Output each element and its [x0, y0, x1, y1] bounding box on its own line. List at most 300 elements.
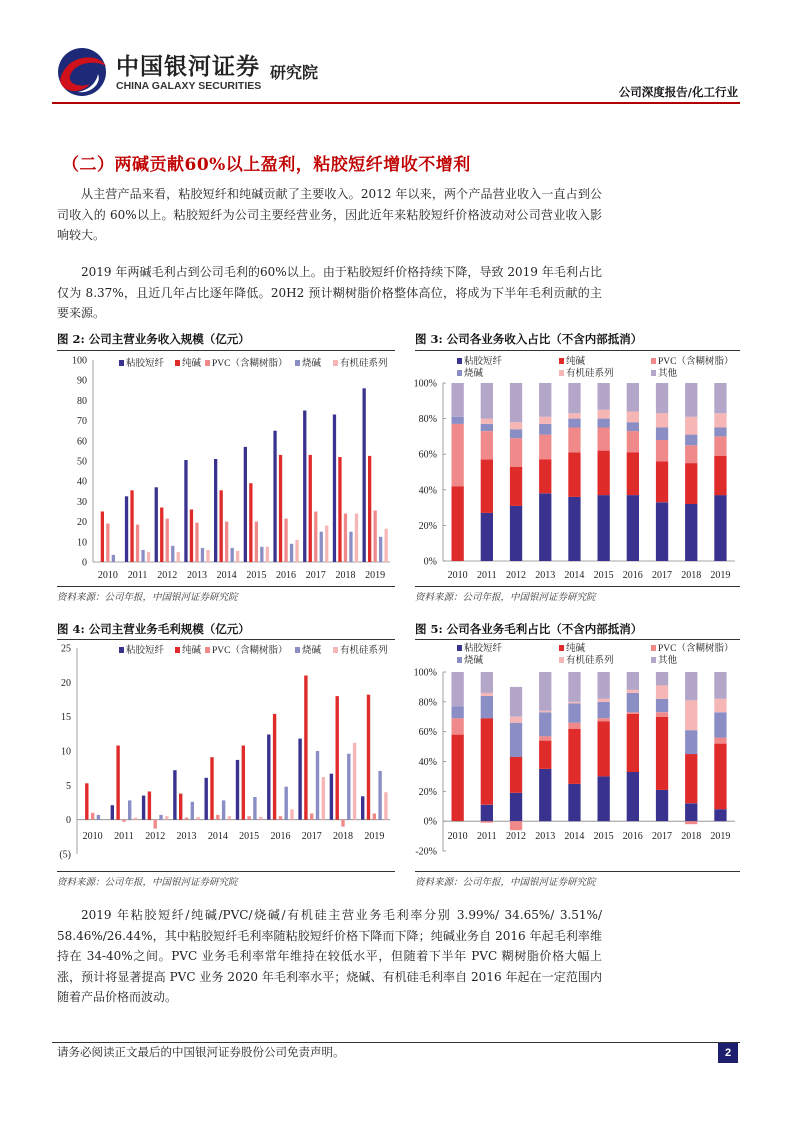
stack-segment: [598, 383, 610, 410]
x-tick-label: 2010: [82, 831, 103, 842]
legend-label: PVC（含糊树脂）: [212, 646, 288, 656]
x-tick-label: 2013: [535, 570, 556, 581]
stack-segment: [452, 706, 464, 718]
stack-segment: [714, 456, 726, 495]
bar: [303, 411, 306, 563]
figure-4-title-rule: [57, 639, 395, 640]
bar: [284, 519, 287, 562]
stack-segment: [481, 513, 493, 561]
bar: [190, 510, 193, 563]
bar: [179, 794, 182, 820]
y-tick-label: 0%: [423, 816, 437, 828]
bar: [298, 739, 301, 820]
legend-swatch: [175, 647, 180, 653]
figure-4-chart: [55, 641, 395, 869]
x-tick-label: 2016: [276, 570, 297, 581]
bar: [97, 815, 100, 820]
legend-label: 有机硅系列: [566, 656, 614, 666]
figure-4-label: 图 4:: [57, 622, 85, 636]
stack-segment: [685, 730, 697, 754]
bar: [206, 550, 209, 562]
bar: [112, 555, 115, 562]
x-tick-label: 2013: [535, 831, 556, 842]
legend-label: 粘胶短纤: [464, 357, 503, 367]
y-tick-label: 60%: [418, 727, 437, 739]
x-tick-label: 2018: [681, 831, 702, 842]
bar: [159, 815, 162, 820]
stack-segment: [539, 741, 551, 769]
figure-4-source: 资料来源：公司年报，中国银河证券研究院: [57, 877, 238, 888]
bar: [273, 714, 276, 820]
figure-5-chart: [413, 641, 741, 869]
figure-3-title-rule: [415, 350, 740, 351]
paragraph-1: 从主营产品来看，粘胶短纤和纯碱贡献了主要收入。2012 年以来，两个产品营业收入一直占到公司收入的 60%以上。粘胶短纤为公司主要经营业务，因此近年来粘胶短纤价格波动对公司营业收入影响较大。: [57, 187, 602, 242]
x-tick-label: 2011: [127, 570, 148, 581]
stack-segment: [510, 506, 522, 561]
stack-segment: [452, 417, 464, 424]
x-tick-label: 2012: [506, 831, 526, 842]
stack-segment: [568, 383, 580, 413]
stack-segment: [568, 419, 580, 428]
bar: [236, 551, 239, 562]
bar: [171, 546, 174, 562]
stack-segment: [627, 714, 639, 772]
legend-label: 其他: [658, 656, 678, 666]
x-tick-label: 2012: [157, 570, 178, 581]
bar: [134, 818, 137, 820]
x-tick-label: 2018: [335, 570, 356, 581]
y-tick-label: 20: [61, 677, 71, 689]
stack-segment: [627, 672, 639, 690]
legend-label: 烧碱: [464, 369, 484, 379]
stack-segment: [714, 712, 726, 737]
legend-swatch: [651, 657, 656, 663]
x-tick-label: 2011: [476, 570, 497, 581]
stack-segment: [568, 672, 580, 702]
stack-segment: [627, 693, 639, 712]
bar: [242, 746, 245, 820]
legend-swatch: [457, 370, 462, 376]
legend-label: 纯碱: [182, 359, 202, 369]
x-tick-label: 2019: [710, 570, 731, 581]
stack-segment: [714, 436, 726, 456]
stack-segment: [481, 431, 493, 460]
bar: [309, 455, 312, 562]
bar: [330, 774, 333, 820]
page-number: 2: [718, 1043, 738, 1063]
x-tick-label: 2015: [593, 831, 614, 842]
stack-segment: [685, 383, 697, 417]
bar: [378, 771, 381, 820]
bar: [260, 547, 263, 562]
legend-swatch: [333, 647, 338, 653]
stack-segment: [685, 445, 697, 463]
y-tick-label: 80: [77, 395, 87, 407]
bar: [214, 459, 217, 562]
galaxy-logo-icon: [52, 44, 112, 100]
stack-segment: [452, 424, 464, 486]
y-tick-label: 0: [82, 557, 87, 569]
y-tick-label: (5): [59, 849, 71, 861]
x-tick-label: 2017: [301, 831, 322, 842]
bar: [130, 490, 133, 562]
stack-segment: [714, 672, 726, 699]
bar: [101, 512, 104, 563]
stack-segment: [598, 718, 610, 721]
stack-segment: [481, 696, 493, 718]
stack-segment: [481, 672, 493, 693]
stack-segment: [685, 435, 697, 446]
stack-segment: [714, 495, 726, 561]
stack-segment: [510, 438, 522, 467]
y-tick-label: 60: [77, 436, 87, 448]
bar: [125, 496, 128, 562]
legend-swatch: [333, 360, 338, 366]
stack-segment: [481, 460, 493, 513]
stack-segment: [598, 672, 610, 699]
stack-segment: [452, 486, 464, 561]
bar: [333, 415, 336, 563]
stack-segment: [714, 699, 726, 712]
y-tick-label: -20%: [415, 846, 437, 858]
stack-segment: [568, 497, 580, 561]
bar: [141, 550, 144, 562]
y-tick-label: 20: [77, 517, 87, 529]
legend-label: PVC（含糊树脂）: [658, 644, 734, 654]
bar: [259, 817, 262, 820]
figure-3-label: 图 3:: [415, 332, 443, 346]
stack-segment: [656, 413, 668, 427]
x-tick-label: 2014: [564, 831, 585, 842]
bar: [338, 457, 341, 562]
stack-segment: [481, 383, 493, 419]
stack-segment: [714, 809, 726, 821]
stack-segment: [627, 412, 639, 423]
stack-segment: [656, 685, 668, 698]
stack-segment: [539, 424, 551, 435]
bar: [322, 777, 325, 820]
legend-swatch: [205, 360, 210, 366]
footer-disclaimer: 请务必阅读正文最后的中国银河证券股份公司免责声明。: [57, 1045, 345, 1059]
stack-segment: [627, 495, 639, 561]
bar: [196, 817, 199, 820]
bar: [344, 514, 347, 563]
figure-5-label: 图 5:: [415, 622, 443, 636]
bar: [336, 696, 339, 820]
y-tick-label: 0: [66, 815, 71, 827]
y-tick-label: 40: [77, 476, 87, 488]
bar: [184, 460, 187, 562]
bar: [290, 809, 293, 819]
legend-label: PVC（含糊树脂）: [658, 357, 734, 367]
figure-2-source: 资料来源：公司年报，中国银河证券研究院: [57, 592, 238, 603]
bar: [220, 490, 223, 562]
bar: [116, 746, 119, 820]
stack-segment: [598, 451, 610, 496]
stack-segment: [539, 712, 551, 736]
bar: [166, 519, 169, 562]
stack-segment: [685, 504, 697, 561]
x-tick-label: 2010: [447, 570, 468, 581]
stack-segment: [539, 435, 551, 460]
x-tick-label: 2011: [476, 831, 497, 842]
y-tick-label: 20%: [418, 786, 437, 798]
figure-4-title: [57, 621, 250, 637]
bar: [316, 751, 319, 820]
bar: [216, 815, 219, 820]
stack-segment: [685, 672, 697, 700]
x-tick-label: 2014: [564, 570, 585, 581]
y-tick-label: 100: [72, 355, 87, 367]
bar: [185, 818, 188, 820]
stack-segment: [656, 440, 668, 461]
stack-segment: [598, 428, 610, 451]
stack-segment: [598, 699, 610, 702]
stack-segment: [481, 821, 493, 823]
bar: [295, 540, 298, 562]
x-tick-label: 2017: [652, 831, 672, 842]
y-tick-label: 0%: [423, 556, 437, 568]
legend-label: 纯碱: [566, 357, 586, 367]
stack-segment: [656, 712, 668, 717]
legend-label: 有机硅系列: [340, 359, 388, 369]
stack-segment: [627, 422, 639, 431]
bar: [363, 388, 366, 562]
legend-swatch: [651, 358, 656, 364]
figure-3-chart: [413, 352, 741, 584]
legend-label: 粘胶短纤: [126, 646, 165, 656]
figure-2-chart: [55, 352, 395, 584]
footer-divider: [52, 1042, 740, 1043]
stack-segment: [627, 712, 639, 714]
stack-segment: [452, 383, 464, 417]
stack-segment: [568, 452, 580, 497]
legend-swatch: [119, 647, 124, 653]
stack-segment: [452, 672, 464, 706]
stack-segment: [685, 700, 697, 730]
stack-segment: [685, 803, 697, 821]
x-tick-label: 2014: [207, 831, 228, 842]
figure-3-source: 资料来源：公司年报，中国银河证券研究院: [415, 592, 596, 603]
bar: [325, 526, 328, 562]
bar: [385, 529, 388, 562]
bar: [361, 796, 364, 819]
legend-label: 粘胶短纤: [126, 359, 165, 369]
x-tick-label: 2015: [593, 570, 614, 581]
bar: [191, 802, 194, 820]
bar: [320, 532, 323, 562]
y-tick-label: 40%: [418, 757, 437, 768]
bar: [384, 792, 387, 820]
stack-segment: [539, 493, 551, 561]
bar: [210, 757, 213, 820]
figure-5-title-rule: [415, 639, 740, 640]
bar: [195, 523, 198, 562]
bar: [201, 548, 204, 562]
stack-segment: [510, 757, 522, 793]
bar: [165, 816, 168, 819]
stack-segment: [598, 721, 610, 776]
stack-segment: [510, 687, 522, 717]
legend-label: 有机硅系列: [340, 646, 388, 656]
x-tick-label: 2018: [681, 570, 702, 581]
bar: [228, 816, 231, 819]
y-tick-label: 90: [77, 375, 87, 387]
legend-label: 纯碱: [566, 644, 586, 654]
figure-3-bottom-rule: [415, 586, 740, 587]
legend-swatch: [559, 657, 564, 663]
stack-segment: [452, 735, 464, 822]
logo-chinese-name: 中国银河证券: [116, 54, 260, 80]
x-tick-label: 2015: [239, 831, 260, 842]
x-tick-label: 2019: [710, 831, 731, 842]
legend-swatch: [559, 645, 564, 651]
x-tick-label: 2019: [365, 570, 386, 581]
stack-segment: [714, 413, 726, 427]
stack-segment: [656, 672, 668, 685]
stack-segment: [568, 723, 580, 729]
bar: [279, 816, 282, 819]
bar: [244, 447, 247, 562]
legend-swatch: [295, 360, 300, 366]
stack-segment: [568, 702, 580, 704]
figure-4-bottom-rule: [57, 871, 395, 872]
stack-segment: [510, 429, 522, 438]
stack-segment: [452, 718, 464, 734]
legend-swatch: [457, 645, 462, 651]
bar: [355, 514, 358, 563]
bar: [155, 487, 158, 562]
bar: [136, 525, 139, 562]
stack-segment: [539, 417, 551, 424]
x-tick-label: 2015: [246, 570, 267, 581]
stack-segment: [598, 776, 610, 821]
bar: [91, 813, 94, 820]
y-tick-label: 15: [61, 712, 71, 724]
legend-swatch: [205, 647, 210, 653]
bar: [249, 483, 252, 562]
bar: [266, 547, 269, 562]
stack-segment: [714, 428, 726, 437]
stack-segment: [627, 383, 639, 412]
legend-label: 其他: [658, 369, 678, 379]
bar: [353, 743, 356, 820]
stack-segment: [539, 383, 551, 417]
legend-label: 有机硅系列: [566, 369, 614, 379]
x-tick-label: 2010: [447, 831, 468, 842]
section-heading: （二）两碱贡献60%以上盈利，粘胶短纤增收不增利: [62, 155, 471, 175]
stack-segment: [656, 790, 668, 821]
paragraph-3: 2019 年粘胶短纤/纯碱/PVC/烧碱/有机硅主营业务毛利率分别 3.99%/ 34.65%/ 3.51%/ 58.46%/26.44%，其中粘胶短纤毛利率随粘胶短纤价格下降而下降；纯碱业务自 2016 年起毛利率维持在 34-40%之间。PVC 业务毛利率常年维持在较低水平，但随着下半年 PVC 糊树脂价格大幅上涨，预计将显著提高 PVC 业务 2020 年毛利率水平；烧碱、有机硅毛利率自 2016 年起在一定范围内随着产品价格而波动。: [57, 908, 602, 1004]
stack-segment: [656, 383, 668, 413]
bar: [349, 532, 352, 562]
legend-swatch: [119, 360, 124, 366]
bar: [122, 820, 125, 822]
legend-label: 烧碱: [302, 646, 322, 656]
stack-segment: [539, 460, 551, 494]
stack-segment: [685, 754, 697, 803]
stack-segment: [568, 729, 580, 784]
figure-2-caption: 公司主营业务收入规模（亿元）: [88, 332, 250, 346]
bar: [128, 800, 131, 819]
stack-segment: [685, 463, 697, 504]
logo-institute: 研究院: [270, 63, 319, 82]
y-tick-label: 20%: [418, 520, 437, 532]
stack-segment: [598, 419, 610, 428]
stack-segment: [656, 699, 668, 712]
stack-segment: [539, 769, 551, 821]
stack-segment: [481, 805, 493, 821]
y-tick-label: 10: [61, 746, 71, 758]
x-tick-label: 2013: [186, 570, 207, 581]
bar: [368, 456, 371, 562]
stack-segment: [510, 723, 522, 757]
bar: [225, 522, 228, 562]
y-tick-label: 100%: [413, 667, 437, 679]
figure-2-bottom-rule: [57, 586, 395, 587]
x-tick-label: 2016: [622, 570, 643, 581]
bar: [147, 552, 150, 562]
y-tick-label: 25: [61, 643, 71, 655]
stack-segment: [568, 703, 580, 722]
figure-2-title: [57, 331, 250, 347]
y-tick-label: 80%: [418, 414, 437, 426]
bar: [85, 783, 88, 819]
bar: [373, 814, 376, 820]
stack-segment: [714, 738, 726, 744]
bar: [231, 548, 234, 562]
figure-5-bottom-rule: [415, 871, 740, 872]
stack-segment: [539, 736, 551, 741]
stack-segment: [510, 717, 522, 723]
y-tick-label: 60%: [418, 449, 437, 461]
header-divider: [52, 102, 740, 104]
x-tick-label: 2014: [216, 570, 237, 581]
bar: [304, 676, 307, 820]
company-logo: [52, 44, 352, 100]
y-tick-label: 5: [66, 780, 71, 792]
x-tick-label: 2016: [622, 831, 643, 842]
figure-2-label: 图 2:: [57, 332, 85, 346]
stack-segment: [568, 428, 580, 453]
stack-segment: [714, 383, 726, 413]
stack-segment: [627, 431, 639, 452]
bar: [285, 787, 288, 820]
stack-segment: [656, 428, 668, 441]
y-tick-label: 70: [77, 416, 87, 428]
y-tick-label: 30: [77, 496, 87, 508]
stack-segment: [656, 717, 668, 790]
figure-3-caption: 公司各业务收入占比（不含内部抵消）: [446, 332, 643, 346]
legend-label: 烧碱: [464, 656, 484, 666]
legend-swatch: [559, 358, 564, 364]
bar: [379, 537, 382, 562]
y-tick-label: 40%: [418, 485, 437, 497]
y-tick-label: 50: [77, 456, 87, 468]
stack-segment: [539, 672, 551, 711]
x-tick-label: 2013: [176, 831, 197, 842]
bar: [106, 524, 109, 562]
x-tick-label: 2019: [364, 831, 385, 842]
stack-segment: [598, 410, 610, 419]
logo-english-name: CHINA GALAXY SECURITIES: [116, 80, 262, 92]
legend-swatch: [295, 647, 300, 653]
y-tick-label: 80%: [418, 697, 437, 709]
legend-swatch: [651, 645, 656, 651]
bar: [314, 512, 317, 563]
stack-segment: [627, 772, 639, 821]
stack-segment: [598, 702, 610, 718]
